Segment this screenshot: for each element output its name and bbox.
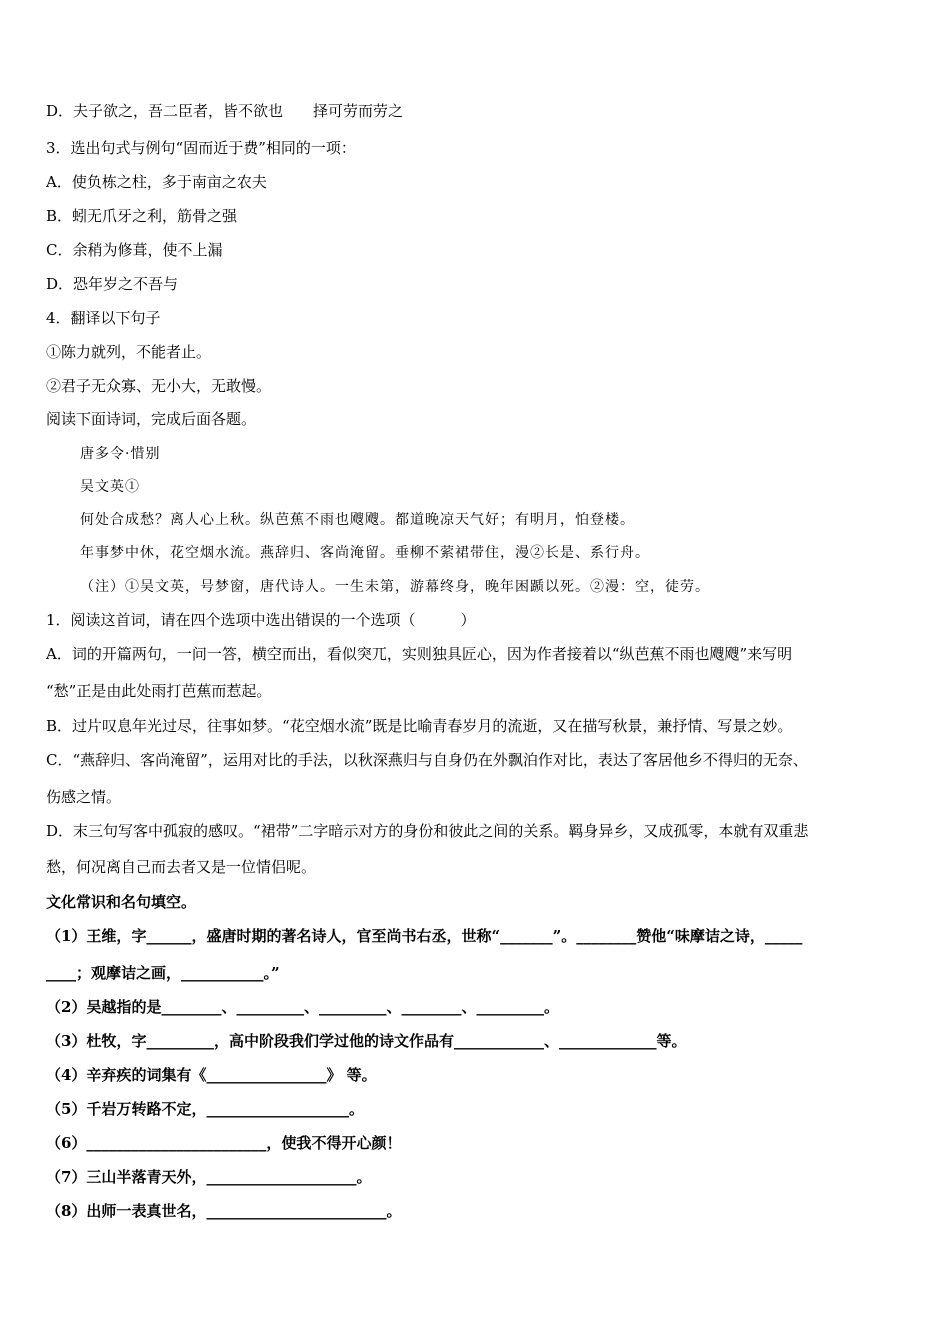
poem-option-d-line1: D．末三句写客中孤寂的感叹。“裙带”二字暗示对方的身份和彼此之间的关系。羁身异乡，又成孤零，本就有双重悲 xyxy=(46,822,809,840)
poem-option-a-line1: A．词的开篇两句，一问一答，横空而出，看似突兀，实则独具匠心，因为作者接着以“纵芭蕉不雨也飕飕”来写明 xyxy=(46,645,793,663)
poem-option-a-line2: “愁”正是由此处雨打芭蕉而惹起。 xyxy=(46,682,272,700)
fill-item-4: （4）辛弃疾的词集有《________________》 等。 xyxy=(46,1066,377,1084)
option-text-part1: 夫子欲之，吾二臣者，皆不欲也 xyxy=(73,102,284,120)
q4-item-1: ①陈力就列，不能者止。 xyxy=(46,343,212,361)
q2-option-d xyxy=(46,101,403,121)
fill-item-1-line2: ____；观摩诘之画，___________。” xyxy=(46,964,280,982)
poem-stanza-1: 何处合成愁？离人心上秋。纵芭蕉不雨也飕飕。都道晚凉天气好；有明月，怕登楼。 xyxy=(80,512,635,528)
fill-item-5: （5）千岩万转路不定，___________________。 xyxy=(46,1100,364,1118)
fill-item-1-line1: （1）王维，字______，盛唐时期的著名诗人，官至尚书右丞，世称“_______”。________赞他“味摩诘之诗，_____ xyxy=(46,927,803,945)
poem-note: （注）①吴文英，号梦窗，唐代诗人。一生未第，游幕终身，晚年困踬以死。②漫：空，徒劳。 xyxy=(80,579,710,595)
fill-item-2: （2）吴越指的是________、_________、_________、________、_________。 xyxy=(46,998,559,1016)
option-text-part2: 择可劳而劳之 xyxy=(313,102,404,120)
reading-instruction: 阅读下面诗词，完成后面各题。 xyxy=(46,410,257,428)
fill-item-7: （7）三山半落青天外，____________________。 xyxy=(46,1168,372,1186)
poem-question-stem: 1．阅读这首词，请在四个选项中选出错误的一个选项（ ） xyxy=(46,611,476,629)
fill-item-3: （3）杜牧，字_________，高中阶段我们学过他的诗文作品有____________、_____________等。 xyxy=(46,1032,687,1050)
fill-item-6: （6）________________________，使我不得开心颜！ xyxy=(46,1134,402,1152)
poem-option-c-line1: C．“燕辞归、客尚淹留”，运用对比的手法，以秋深燕归与自身仍在外飘泊作对比，表达了客居他乡不得归的无奈、 xyxy=(46,751,808,769)
q4-item-2: ②君子无众寡、无小大，无敢慢。 xyxy=(46,377,272,395)
poem-author: 吴文英① xyxy=(80,479,140,495)
q3-option-d: D．恐年岁之不吾与 xyxy=(46,275,179,293)
fill-item-8: （8）出师一表真世名，________________________。 xyxy=(46,1202,402,1220)
fill-section-heading: 文化常识和名句填空。 xyxy=(46,893,197,911)
poem-option-b: B．过片叹息年光过尽，往事如梦。“花空烟水流”既是比喻青春岁月的流逝，又在描写秋景，兼抒情、写景之妙。 xyxy=(46,717,793,735)
poem-title: 唐多令·惜别 xyxy=(80,446,161,462)
poem-stanza-2: 年事梦中休，花空烟水流。燕辞归、客尚淹留。垂柳不萦裙带住，漫②长是、系行舟。 xyxy=(80,545,650,561)
q4-stem: 4．翻译以下句子 xyxy=(46,309,161,327)
q3-option-b: B．蚓无爪牙之利，筋骨之强 xyxy=(46,207,238,225)
option-label: D． xyxy=(46,102,74,120)
q3-option-a: A．使负栋之柱，多于南亩之农夫 xyxy=(46,173,267,191)
poem-option-d-line2: 愁，何况离自己而去者又是一位情侣呢。 xyxy=(46,858,317,876)
q3-stem: 3．选出句式与例句“固而近于费”相同的一项： xyxy=(46,139,356,157)
poem-option-c-line2: 伤感之情。 xyxy=(46,788,122,806)
q3-option-c: C．余稍为修葺，使不上漏 xyxy=(46,241,223,259)
